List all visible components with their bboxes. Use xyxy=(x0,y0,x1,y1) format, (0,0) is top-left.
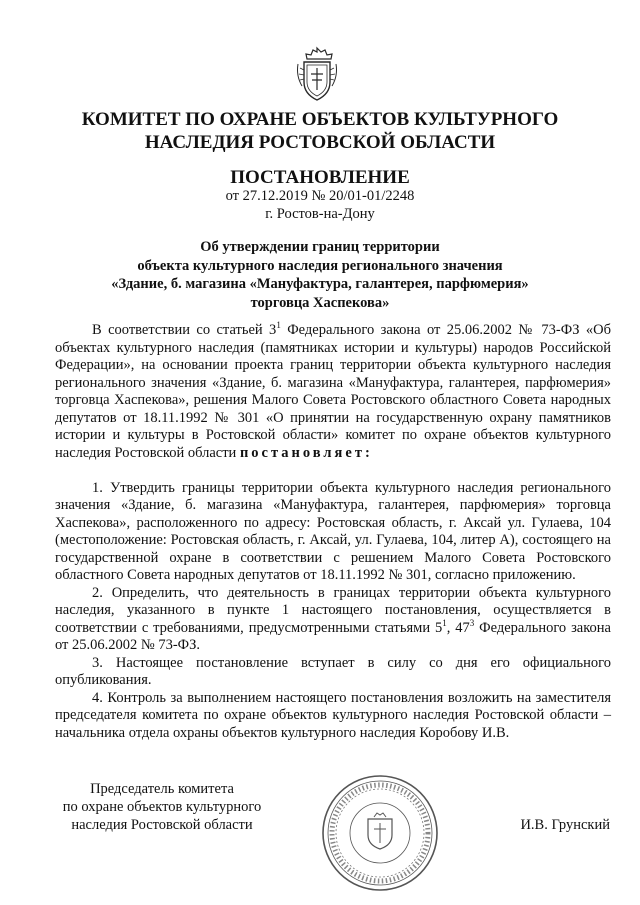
item-2-text-a: 2. Определить, что деятельность в границах территории объекта культурного наследия, указанного в пункте 1 настоящего постановления, осуществляется в соответствии с требованиями, предусмотренными статьями 5 xyxy=(55,584,611,636)
rostov-coat-of-arms-icon xyxy=(294,46,340,102)
document-body xyxy=(55,322,611,742)
signatory-title xyxy=(40,780,284,834)
signatory-title-line-1: Председатель комитета xyxy=(90,781,234,797)
official-seal-icon xyxy=(320,773,440,893)
subject-line-4: торговца Хаспекова» xyxy=(250,294,390,311)
item-1-paragraph: 1. Утвердить границы территории объекта культурного наследия регионального значения «Здание, б. магазина «Мануфактура, галантерея, парфюмерия» торговца Хаспекова», расположенного по адресу: Ростовская область, г. Аксай ул. Гулаева, 104 (местоположение: Ростовская область, г. Аксай, ул. Гулаева, 104, литер А), состоящего на государственной охране в соответствии с решением Малого Совета Ростовского областного Совета народных депутатов от 18.11.1992 № 301, согласно приложению. xyxy=(55,479,611,583)
item-3-paragraph: 3. Настоящее постановление вступает в силу со дня его официального опубликования. xyxy=(55,654,611,688)
subject-line-1: Об утверждении границ территории xyxy=(200,239,440,255)
document-date-number: от 27.12.2019 № 20/01-01/2248 xyxy=(225,188,415,204)
preamble-text-b: Федерального закона от 25.06.2002 № 73-ФЗ «Об объектах культурного наследия (памятниках истории и культуры) народов Российской Федерации», на основании проекта границ территории объекта культурного наследия регионального значения «Здание, б. магазина «Мануфактура, галантерея, парфюмерия» торговца Хаспекова», решения Малого Совета Ростовского областного Совета народных депутатов от 18.11.1992 № 301 «О принятии на государственную охрану памятников истории и культуры в Ростовской области» комитет по охране объектов культурного наследия Ростовской области xyxy=(55,322,611,461)
decree-word: постановляет: xyxy=(239,444,373,461)
org-line-2: НАСЛЕДИЯ РОСТОВСКОЙ ОБЛАСТИ xyxy=(144,132,496,153)
organization-name xyxy=(60,108,580,154)
signatory-title-line-2: по охране объектов культурного xyxy=(62,799,262,815)
item-2-text-c: Федерального закона от 25.06.2002 № 73-ФЗ. xyxy=(55,619,611,653)
preamble-paragraph xyxy=(55,322,611,462)
item-2-paragraph xyxy=(55,585,611,655)
signatory-title-line-3: наследия Ростовской области xyxy=(71,817,253,833)
preamble-superscript: 1 xyxy=(276,320,281,331)
document-type: ПОСТАНОВЛЕНИЕ xyxy=(230,167,410,188)
signatory-name: И.В. Грунский xyxy=(520,817,610,833)
document-subject xyxy=(80,238,560,312)
item-4-paragraph: 4. Контроль за выполнением настоящего постановления возложить на заместителя председателя комитета по охране объектов культурного наследия Ростовской области – начальника отдела охраны объектов культурного наследия Коробову И.В. xyxy=(55,689,611,741)
subject-line-3: «Здание, б. магазина «Мануфактура, галантерея, парфюмерия» xyxy=(111,276,529,292)
item-2-superscript-1: 1 xyxy=(442,617,447,628)
subject-line-2: объекта культурного наследия регионального значения xyxy=(137,257,503,274)
item-2-superscript-2: 3 xyxy=(469,617,475,628)
preamble-text-a: В соответствии со статьей 3 xyxy=(92,322,277,338)
item-2-text-b: , 47 xyxy=(446,619,470,636)
org-line-1: КОМИТЕТ ПО ОХРАНЕ ОБЪЕКТОВ КУЛЬТУРНОГО xyxy=(81,109,559,130)
document-city: г. Ростов-на-Дону xyxy=(265,206,375,222)
